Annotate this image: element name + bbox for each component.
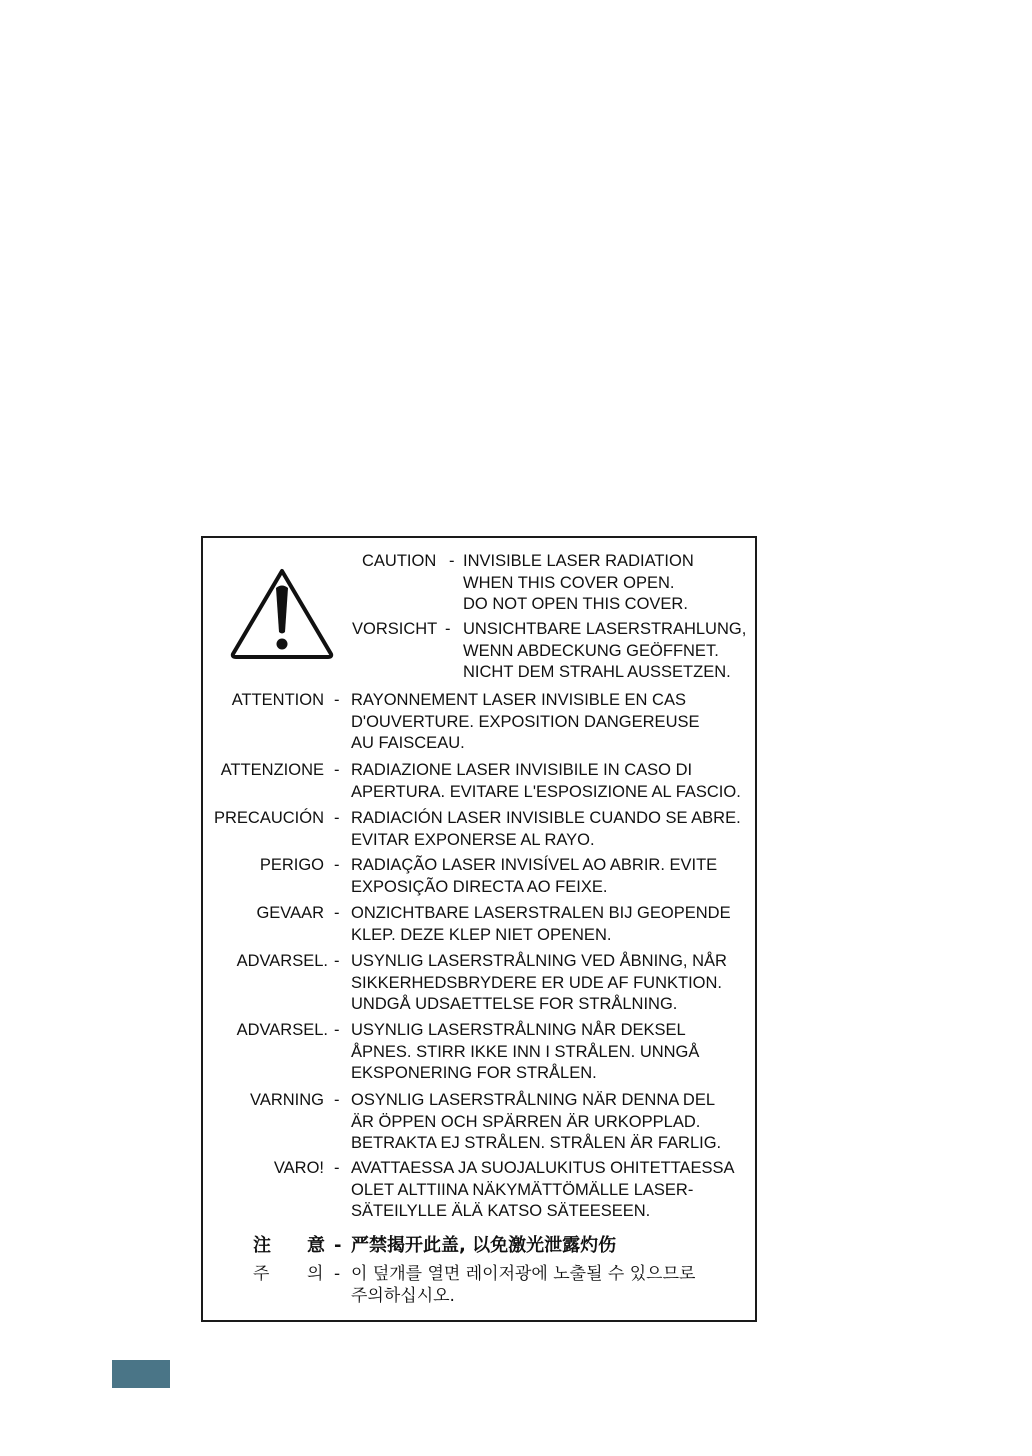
warning-line: RAYONNEMENT LASER INVISIBLE EN CAS bbox=[351, 691, 686, 709]
dash: - bbox=[334, 1235, 342, 1256]
warning-line: AVATTAESSA JA SUOJALUKITUS OHITETTAESSA bbox=[351, 1159, 735, 1177]
warning-title-char: 주 bbox=[253, 1264, 270, 1284]
warning-line: BETRAKTA EJ STRÅLEN. STRÅLEN ÄR FARLIG. bbox=[351, 1134, 722, 1153]
page-number-tab bbox=[112, 1360, 170, 1388]
dash: - bbox=[334, 1091, 340, 1109]
dash: - bbox=[445, 620, 451, 638]
warning-line: USYNLIG LASERSTRÅLNING VED ÅBNING, NÅR bbox=[351, 952, 727, 970]
warning-title: CAUTION bbox=[362, 552, 437, 570]
warning-line: RADIACIÓN LASER INVISIBLE CUANDO SE ABRE. bbox=[351, 809, 741, 827]
dash: - bbox=[334, 1264, 341, 1284]
warning-title-char: 注 bbox=[253, 1235, 271, 1256]
warning-line: RADIAÇÃO LASER INVISÍVEL AO ABRIR. EVITE bbox=[351, 856, 718, 874]
warning-line: KLEP. DEZE KLEP NIET OPENEN. bbox=[351, 925, 612, 944]
warning-line: UNDGÅ UDSAETTELSE FOR STRÅLNING. bbox=[351, 995, 678, 1014]
warning-line: WENN ABDECKUNG GEÖFFNET. bbox=[463, 641, 719, 660]
warning-title: ATTENTION bbox=[231, 691, 324, 709]
warning-line: EVITAR EXPONERSE AL RAYO. bbox=[351, 830, 595, 849]
laser-caution-label bbox=[201, 536, 757, 1322]
warning-line: 이 덮개를 열면 레이저광에 노출될 수 있으므로 bbox=[351, 1264, 696, 1284]
warning-line: UNSICHTBARE LASERSTRAHLUNG, bbox=[463, 620, 747, 638]
warning-title-char: 의 bbox=[307, 1264, 324, 1284]
warning-line: USYNLIG LASERSTRÅLNING NÅR DEKSEL bbox=[351, 1021, 686, 1039]
warning-line: DO NOT OPEN THIS COVER. bbox=[463, 595, 688, 614]
warning-title: GEVAAR bbox=[256, 904, 324, 922]
warning-line: 严禁揭开此盖, 以免激光泄露灼伤 bbox=[351, 1235, 617, 1256]
warning-line: RADIAZIONE LASER INVISIBILE IN CASO DI bbox=[351, 761, 693, 779]
dash: - bbox=[334, 809, 340, 827]
dash: - bbox=[334, 691, 340, 709]
warning-title: PRECAUCIÓN bbox=[213, 809, 324, 827]
dash: - bbox=[334, 856, 340, 874]
warning-title: PERIGO bbox=[259, 856, 324, 874]
warning-title: VARNING bbox=[250, 1091, 324, 1109]
warning-line: ÄR ÖPPEN OCH SPÄRREN ÄR URKOPPLAD. bbox=[351, 1112, 701, 1131]
warning-line: WHEN THIS COVER OPEN. bbox=[463, 573, 675, 592]
warning-triangle-icon bbox=[229, 566, 335, 660]
warning-title-char: 意 bbox=[307, 1235, 325, 1256]
warning-title: ATTENZIONE bbox=[220, 761, 324, 779]
warning-line: ÅPNES. STIRR IKKE INN I STRÅLEN. UNNGÅ bbox=[351, 1042, 700, 1061]
warning-line: 주의하십시오. bbox=[351, 1285, 455, 1306]
warning-line: AU FAISCEAU. bbox=[351, 734, 465, 753]
warning-line: INVISIBLE LASER RADIATION bbox=[463, 552, 694, 570]
warning-line: OSYNLIG LASERSTRÅLNING NÄR DENNA DEL bbox=[351, 1091, 716, 1109]
warning-line: SIKKERHEDSBRYDERE ER UDE AF FUNKTION. bbox=[351, 973, 723, 992]
dash: - bbox=[334, 1021, 340, 1039]
warning-line: OLET ALTTIINA NÄKYMÄTTÖMÄLLE LASER- bbox=[351, 1180, 694, 1199]
warning-line: D'OUVERTURE. EXPOSITION DANGEREUSE bbox=[351, 712, 700, 731]
dash: - bbox=[334, 904, 340, 922]
dash: - bbox=[449, 552, 455, 570]
dash: - bbox=[334, 1159, 340, 1177]
dash: - bbox=[334, 952, 340, 970]
warning-line: NICHT DEM STRAHL AUSSETZEN. bbox=[463, 663, 731, 682]
warning-title: ADVARSEL. bbox=[236, 952, 328, 970]
warning-title: ADVARSEL. bbox=[236, 1021, 328, 1039]
warning-line: ONZICHTBARE LASERSTRALEN BIJ GEOPENDE bbox=[351, 904, 731, 922]
dash: - bbox=[334, 761, 340, 779]
warning-title: VARO! bbox=[273, 1159, 324, 1177]
warning-line: EXPOSIÇÃO DIRECTA AO FEIXE. bbox=[351, 877, 608, 896]
warning-line: SÄTEILYLLE ÄLÄ KATSO SÄTEESEEN. bbox=[351, 1202, 651, 1221]
warning-title: VORSICHT bbox=[352, 620, 438, 638]
warning-line: EKSPONERING FOR STRÅLEN. bbox=[351, 1064, 597, 1083]
warning-line: APERTURA. EVITARE L'ESPOSIZIONE AL FASCIO. bbox=[351, 782, 741, 801]
